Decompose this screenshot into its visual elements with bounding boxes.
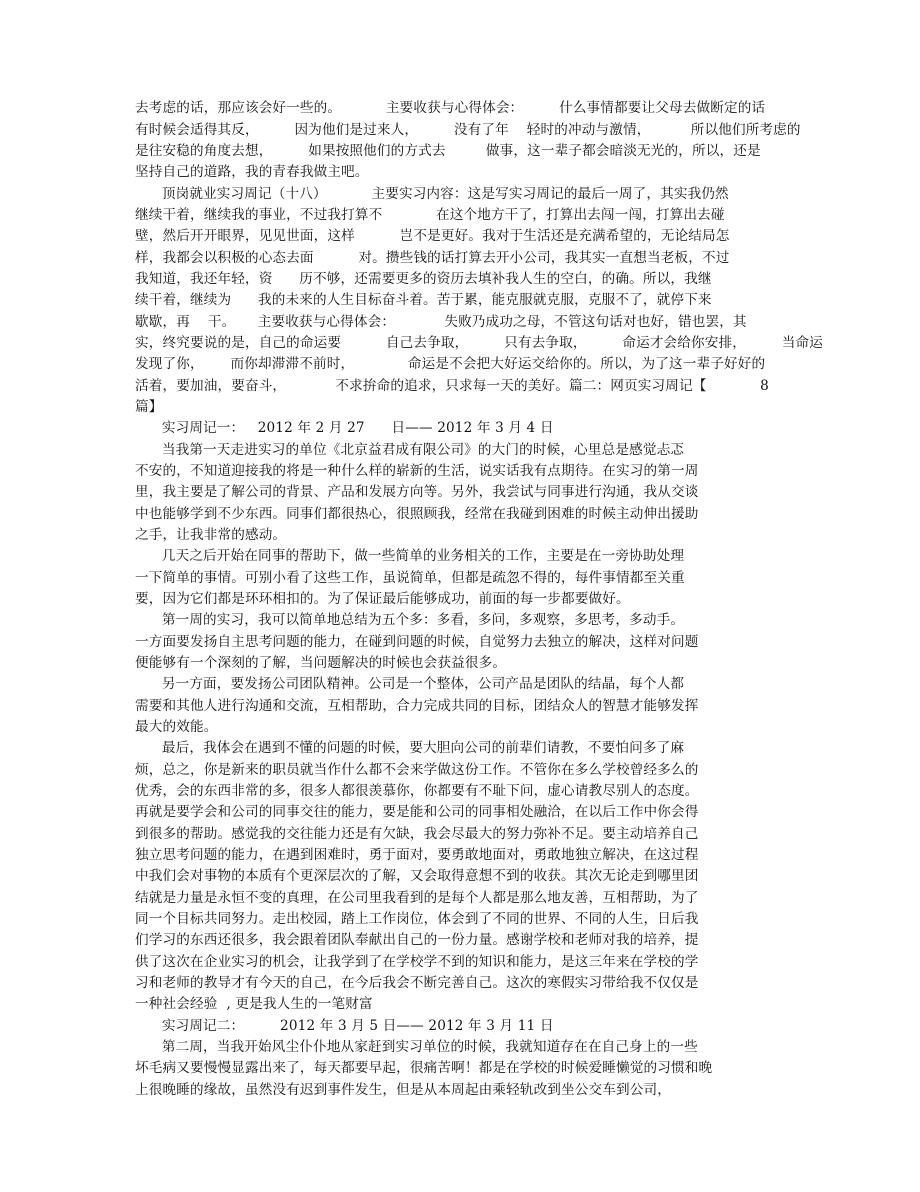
text-line: 最后，我体会在遇到不懂的问题的时候，要大胆向公司的前辈们请教，不要怕问多了麻 bbox=[135, 740, 685, 756]
text-line: 坏毛病又要慢慢显露出来了，每天都要早起，很痛苦啊！都是在学校的时候爱睡懒觉的习惯和晚 bbox=[135, 1060, 713, 1076]
text-line: 里，我主要是了解公司的背景、产品和发展方向等。另外，我尝试与同事进行沟通，我从交谈 bbox=[135, 484, 699, 500]
text-line: 同一个目标共同努力。走出校园，踏上工作岗位，体会到了不同的世界、不同的人生，日后我 bbox=[135, 911, 699, 927]
text-line: 需要和其他人进行沟通和交流，互相帮助，合力完成共同的目标，团结众人的智慧才能够发挥 bbox=[135, 698, 699, 714]
text-line: 第二周，当我开始风尘仆仆地从家赶到实习单位的时候，我就知道存在在自己身上的一些 bbox=[135, 1039, 698, 1055]
text-line: 中我们会对事物的本质有个更深层次的了解，又会取得意想不到的收获。其次无论走到哪里团 bbox=[135, 868, 699, 884]
text-line: 一下简单的事情。可别小看了这些工作，虽说简单，但都是疏忽不得的，每件事情都至关重 bbox=[135, 570, 685, 586]
text-line: 再就是要学会和公司的同事交往的能力，要是能和公司的同事相处融洽，在以后工作中你会得 bbox=[135, 804, 699, 820]
text-line: 实，终究要说的是，自己的命运要 自己去争取， 只有去争取， 命运才会给你安排， 当命运 bbox=[135, 335, 824, 351]
text-line: 一方面要发扬自主思考问题的能力，在碰到问题的时候，自觉努力去独立的解决，这样对问题 bbox=[135, 634, 699, 650]
text-line: 顶岗就业实习周记（十八） 主要实习内容：这是写实习周记的最后一周了，其实我仍然 bbox=[135, 186, 729, 202]
text-line: 们学习的东西还很多，我会跟着团队奉献出自己的一份力量。感谢学校和老师对我的培养，提 bbox=[135, 932, 699, 948]
text-line: 篇】 bbox=[135, 399, 163, 415]
text-line: 最大的效能。 bbox=[135, 719, 218, 735]
text-line: 要，因为它们都是环环相扣的。为了保证最后能够成功，前面的每一步都要做好。 bbox=[135, 591, 630, 607]
text-line: 歇歇，再 干。 主要收获与心得体会： 失败乃成功之母，不管这句话对也好，错也罢，其 bbox=[135, 314, 747, 330]
text-line: 优秀，会的东西非常的多，很多人都很羡慕你，你都要有不耻下问，虚心请教尽别人的态度。 bbox=[135, 783, 699, 799]
text-line: 之手，让我非常的感动。 bbox=[135, 527, 287, 543]
text-line: 另一方面，要发扬公司团队精神。公司是一个整体，公司产品是团队的结晶，每个人都 bbox=[135, 676, 685, 692]
text-line: 不安的，不知道迎接我的将是一种什么样的崭新的生活，说实话我有点期待。在实习的第一周 bbox=[135, 463, 699, 479]
text-line: 上很晚睡的缘故，虽然没有迟到事件发生，但是从本周起由乘轻轨改到坐公交车到公司， bbox=[135, 1082, 672, 1098]
text-line: 第一周的实习，我可以简单地总结为五个多：多看，多问，多观察，多思考，多动手。 bbox=[135, 612, 685, 628]
text-line: 当我第一天走进实习的单位《北京益君成有限公司》的大门的时候，心里总是感觉忐忑 bbox=[135, 442, 685, 458]
text-line: 便能够有一个深刻的了解，当问题解决的时候也会获益很多。 bbox=[135, 655, 507, 671]
text-line: 烦，总之，你是新来的职员就当作什么都不会来学做这份工作。不管你在多么学校曾经多么的 bbox=[135, 762, 699, 778]
text-line: 到很多的帮助。感觉我的交往能力还是有欠缺，我会尽最大的努力弥补不足。要主动培养自己 bbox=[135, 826, 699, 842]
text-line: 去考虑的话，那应该会好一些的。 主要收获与心得体会： 什么事情都要让父母去做断定的话 bbox=[135, 100, 766, 116]
text-line: 是往安稳的角度去想， 如果按照他们的方式去 做事，这一辈子都会暗淡无光的，所以，还是 bbox=[135, 143, 761, 159]
text-line: 结就是力量是永恒不变的真理，在公司里我看到的是每个人都是那么地友善，互相帮助，为了 bbox=[135, 890, 699, 906]
text-line: 中也能够学到不少东西。同事们都很热心，很照顾我，经常在我碰到困难的时候主动伸出援助 bbox=[135, 506, 699, 522]
section-heading: 实习周记一： 2012 年 2 月 27 日—— 2012 年 3 月 4 日 bbox=[135, 420, 554, 436]
text-line: 壁，然后开开眼界，见见世面，这样 岂不是更好。我对于生活还是充满希望的，无论结局怎 bbox=[135, 228, 730, 244]
text-line: 坚持自己的道路，我的青春我做主吧。 bbox=[135, 164, 369, 180]
text-line: 一种社会经验 , 更是我人生的一笔财富 bbox=[135, 996, 373, 1012]
text-line: 供了这次在企业实习的机会，让我学到了在学校学不到的知识和能力，是这三年来在学校的学 bbox=[135, 954, 699, 970]
text-line: 续干着，继续为 我的未来的人生目标奋斗着。苦于累，能克服就克服，克服不了，就停下来 bbox=[135, 292, 712, 308]
text-line: 习和老师的教导才有今天的自己，在今后我会不断完善自己。这次的寒假实习带给我不仅仅是 bbox=[135, 975, 699, 991]
text-line: 发现了你， 而你却滞滞不前时， 命运是不会把大好运交给你的。所以，为了这一辈子好好的 bbox=[135, 356, 766, 372]
text-line: 样，我都会以积极的心态去面 对。攒些钱的话打算去开小公司，我其实一直想当老板，不过 bbox=[135, 250, 730, 266]
text-line: 独立思考问题的能力，在遇到困难时，勇于面对，要勇敢地面对，勇敢地独立解决，在这过程 bbox=[135, 847, 699, 863]
text-line: 我知道，我还年轻，资 历不够，还需要更多的资历去填补我人生的空白，的确。所以，我继 bbox=[135, 271, 712, 287]
text-line: 继续干着，继续我的事业，不过我打算不 在这个地方干了，打算出去闯一闯，打算出去碰 bbox=[135, 207, 725, 223]
text-line: 活着，要加油，要奋斗， 不求拚命的追求，只求每一天的美好。篇二：网页实习周记【 8 bbox=[135, 378, 769, 394]
text-line: 有时候会适得其反， 因为他们是过来人， 没有了年 轻时的冲动与激情， 所以他们所考虑的 bbox=[135, 122, 801, 138]
text-line: 几天之后开始在同事的帮助下，做一些简单的业务相关的工作，主要是在一旁协助处理 bbox=[135, 548, 685, 564]
section-heading: 实习周记二： 2012 年 3 月 5 日—— 2012 年 3 月 11 日 bbox=[135, 1018, 554, 1034]
